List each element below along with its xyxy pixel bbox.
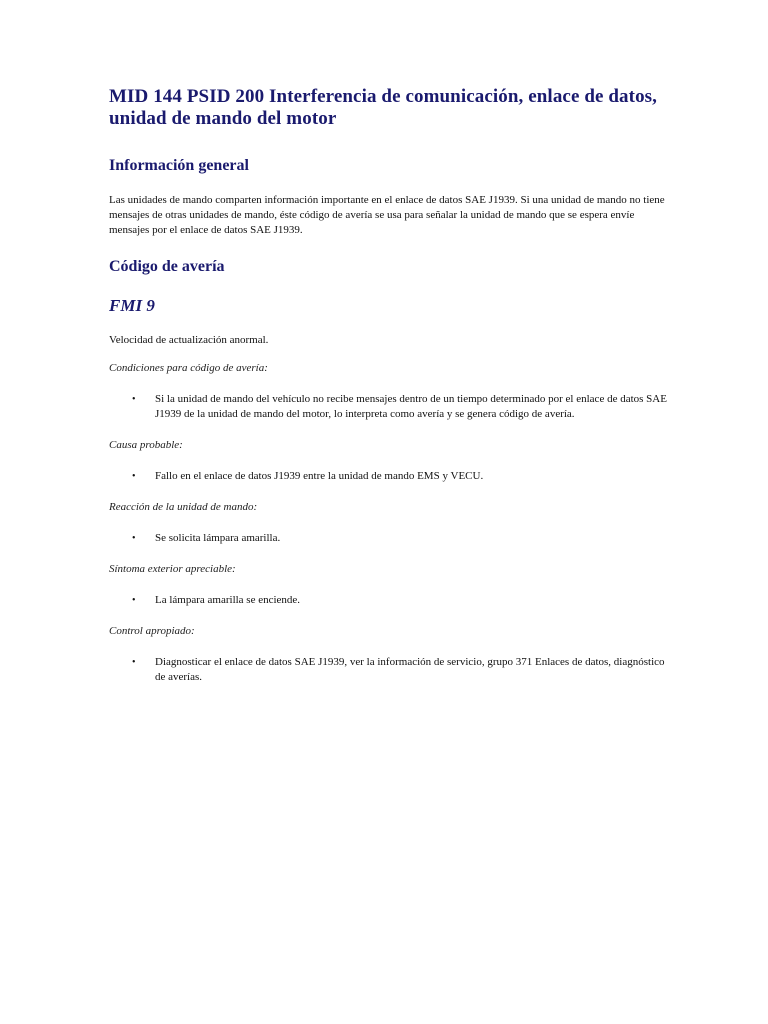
list-item-text: Si la unidad de mando del vehículo no recibe mensajes dentro de un tiempo determinado por el enlace de datos SAE J1939 de la unidad de mando del motor, lo interpreta como avería y se genera código de avería. bbox=[155, 393, 667, 420]
general-info-text: Las unidades de mando comparten información importante en el enlace de datos SAE J1939. Si una unidad de mando no tiene mensajes de otras unidades de mando, éste código de avería se usa para señalar la unidad de mando que se espera envíe mensajes por el enlace de datos SAE J1939. bbox=[109, 194, 665, 236]
list-item bbox=[109, 655, 669, 685]
section-label-cause: Causa probable: bbox=[109, 439, 183, 451]
page-title: MID 144 PSID 200 Interferencia de comunicación, enlace de datos, unidad de mando del motor bbox=[109, 86, 658, 129]
symptom-list bbox=[109, 593, 669, 608]
list-item bbox=[109, 531, 669, 546]
control-list bbox=[109, 655, 669, 685]
bullet-icon: • bbox=[132, 657, 136, 668]
fault-code-heading: Código de avería bbox=[109, 258, 225, 275]
section-label-conditions: Condiciones para código de avería: bbox=[109, 362, 268, 374]
fmi-heading: FMI 9 bbox=[109, 296, 155, 315]
list-item bbox=[109, 593, 669, 608]
document-page bbox=[109, 86, 669, 685]
reaction-list bbox=[109, 531, 669, 546]
fmi-description: Velocidad de actualización anormal. bbox=[109, 334, 269, 346]
section-label-reaction: Reacción de la unidad de mando: bbox=[109, 501, 258, 513]
bullet-icon: • bbox=[132, 471, 136, 482]
list-item-text: Fallo en el enlace de datos J1939 entre la unidad de mando EMS y VECU. bbox=[155, 470, 484, 482]
list-item bbox=[109, 392, 669, 422]
list-item-text: Se solicita lámpara amarilla. bbox=[155, 532, 281, 544]
bullet-icon: • bbox=[132, 595, 136, 606]
section-label-control: Control apropiado: bbox=[109, 625, 195, 637]
cause-list bbox=[109, 469, 669, 484]
general-info-heading: Información general bbox=[109, 157, 249, 174]
list-item-text: La lámpara amarilla se enciende. bbox=[155, 594, 301, 606]
section-label-symptom: Síntoma exterior apreciable: bbox=[109, 563, 236, 575]
list-item-text: Diagnosticar el enlace de datos SAE J1939, ver la información de servicio, grupo 371 Enlaces de datos, diagnóstico de averías. bbox=[155, 656, 665, 683]
list-item bbox=[109, 469, 669, 484]
bullet-icon: • bbox=[132, 394, 136, 405]
conditions-list bbox=[109, 392, 669, 422]
bullet-icon: • bbox=[132, 533, 136, 544]
